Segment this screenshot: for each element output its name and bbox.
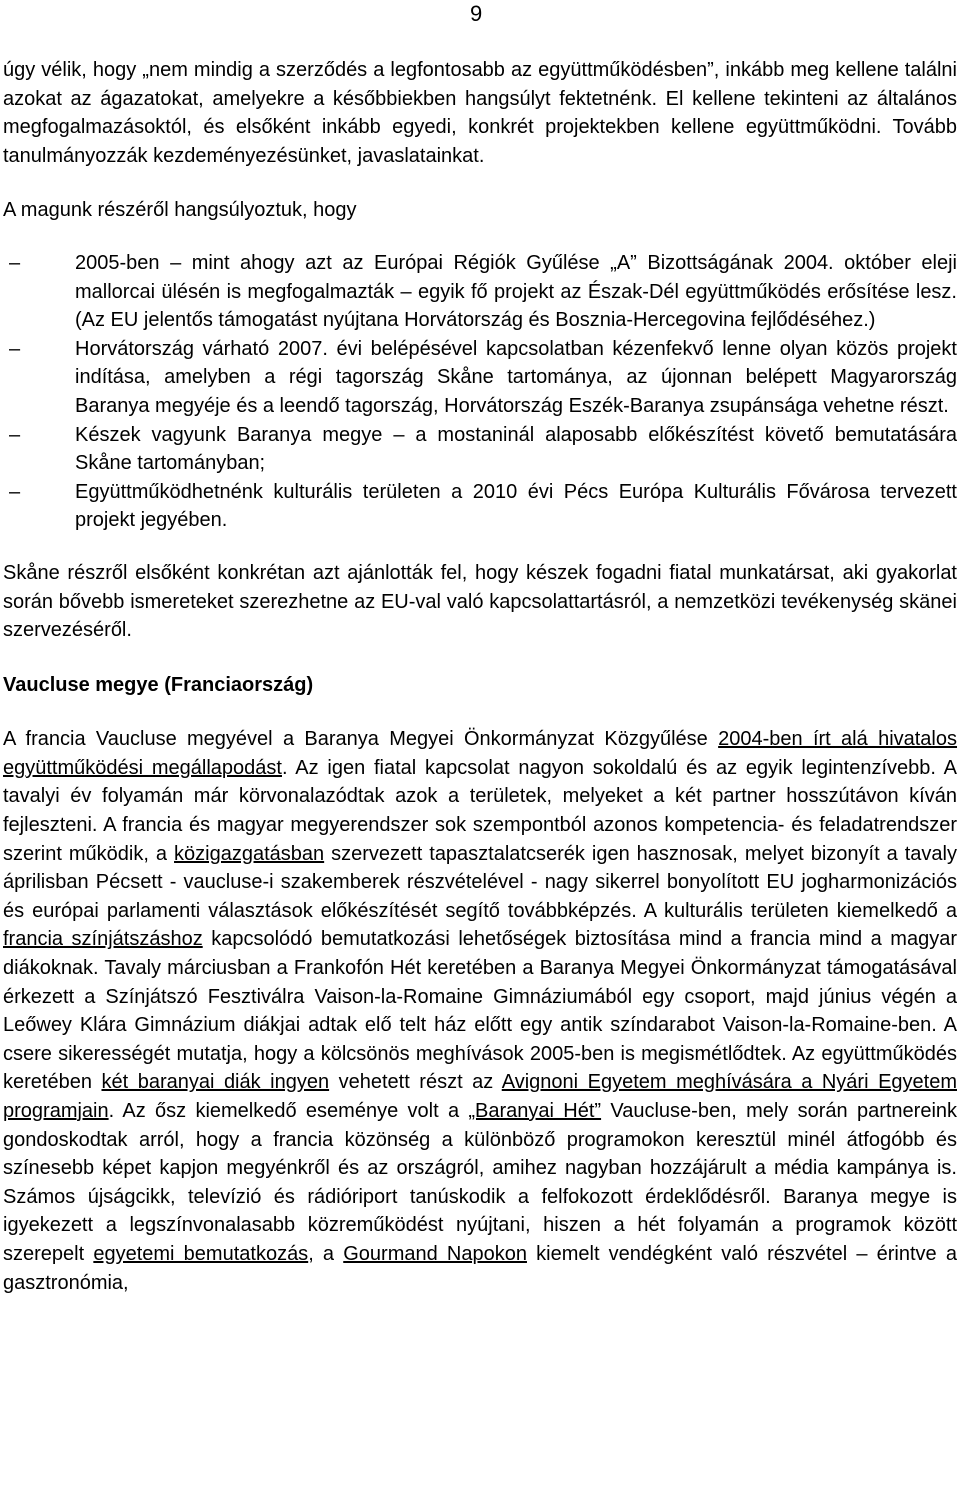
document-body [3,56,957,1297]
dash-bullet: – [9,337,21,360]
section-heading: Vaucluse megye (Franciaország) [3,673,314,696]
paragraph-intro: úgy vélik, hogy „nem mindig a szerződés a legfontosabb az együttműködésben”, inkább meg kellene találni azokat az ágazatokat, amelyekre a későbbiekben hangsúlyt fektetnénk. El kellene tekinteni az általános megfogalmazásoktól, és elsőként inkább egyedi, konkrét projektekben kellene együttműködni. Tovább tanulmányozzák kezdeményezésünket, javaslatainkat. [3,59,957,167]
underlined-phrase: egyetemi bemutatkozás [93,1242,309,1265]
paragraph-skane: Skåne részről elsőként konkrétan azt ajánlották fel, hogy készek fogadni fiatal munkatársat, aki gyakorlat során bővebb ismereteket szerezhetne az EU-val való kapcsolattartásról, a nemzetközi tevékenység skänei szervezéséről. [3,561,957,642]
underlined-phrase: két baranyai diák ingyen [101,1071,330,1094]
list-item-text: Együttműködhetnénk kulturális területen a 2010 évi Pécs Európa Kulturális Fővárosa tervezett projekt jegyében. [75,480,957,532]
paragraph-emphasis: A magunk részéről hangsúlyoztuk, hogy [3,199,357,222]
dash-bullet: – [9,480,21,503]
list-item [3,421,957,478]
paragraph-vaucluse [3,725,957,1297]
text-run: szervezett tapasztalatcserék igen hasznosak, melyet bizonyít a tavaly áprilisban Pécsett - vaucluse-i szakemberek részvételével - nagy sikerrel bonyolított EU jogharmonizációs és európai parlamenti választások előkészítését segítő továbbképzés. A kulturális területen kiemelkedő a [3,842,957,922]
underlined-phrase: 2004-ben írt alá hivatalos együttműködési megállapodást [3,728,958,779]
text-run: , a [308,1242,344,1265]
list-item [3,335,957,421]
underlined-phrase: Avignoni Egyetem meghívására a Nyári Egyetem programjain [3,1071,957,1122]
list-item [3,478,957,535]
underlined-phrase: francia színjátszáshoz [3,928,203,951]
text-run: vehetett részt az [329,1071,502,1094]
text-run: kapcsolódó bemutatkozási lehetőségek biztosítása mind a francia mind a magyar diákoknak. Tavaly márciusban a Frankofón Hét keretében a Baranya Megyei Önkormányzat támogatásával érkezett a Színjátszó Fesztiválra Vaison-la-Romaine Gimnáziumából egy csoport, majd június végén a Leőwey Klára Gimnázium diákjai adtak elő telt ház előtt egy antik színdarabot Vaison-la-Romaine-ben. A csere sikerességét mutatja, hogy a kölcsönös meghívások 2005-ben is megismétlődtek. Az együttműködés keretében [3,928,957,1094]
list-item-text: 2005-ben – mint ahogy azt az Európai Régiók Gyűlése „A” Bizottságának 2004. október eleji mallorcai ülésén is megfogalmazták – egyik fő projekt az Észak-Dél együttműködés erősítése lesz. (Az EU jelentős támogatást nyújtana Horvátország és Bosznia-Hercegovina fejlődéséhez.) [75,251,957,332]
underlined-phrase: „Baranyai Hét” [468,1100,602,1122]
text-run: A francia Vaucluse megyével a Baranya Megyei Önkormányzat Közgyűlése [3,728,719,751]
text-run: . Az ősz kiemelkedő eseménye volt a [108,1100,469,1122]
text-run: Vaucluse-ben, mely során partnereink gondoskodtak arról, hogy a francia közönség a különböző programokon keresztül minél átfogóbb és színesebb képet kapjon megyénkről és az országról, amihez nagyban hozzájárult a média kampánya is. Számos újságcikk, televízió és rádióriport tanúskodik a felfokozott érdeklődésről. Baranya megye is igyekezett a legszínvonalasabb közreműködést nyújtani, hiszen a hét folyamán a programok között szerepelt [3,1100,958,1265]
list-item-text: Horvátország várható 2007. évi belépésével kapcsolatban kézenfekvő lenne olyan közös projekt indítása, amelyben a régi tagország Skåne tartománya, az újonnan belépett Magyarország Baranya megyéje és a leendő tagország, Horvátország Eszék-Baranya zsupánsága vehetne részt. [75,337,957,417]
dash-bullet: – [9,423,21,446]
dash-bullet: – [9,251,21,274]
proposal-list [3,249,957,535]
list-item-text: Készek vagyunk Baranya megye – a mostaninál alaposabb előkészítést követő bemutatására Skåne tartományban; [75,423,957,475]
text-run: . Az igen fiatal kapcsolat nagyon sokoldalú és az egyik legintenzívebb. A tavalyi év folyamán már körvonalazódtak azok a területek, melyeket a két partner hosszútávon kíván fejleszteni. A francia és magyar megyerendszer sok szempontból azonos kompetencia- és feladatrendszer szerint működik, a [3,756,958,865]
text-run: kiemelt vendégként való részvétel – érintve a gasztronómia, [3,1242,957,1294]
underlined-phrase: Gourmand Napokon [343,1242,527,1265]
page-number: 9 [470,1,483,26]
list-item [3,249,957,335]
underlined-phrase: közigazgatásban [174,842,325,865]
